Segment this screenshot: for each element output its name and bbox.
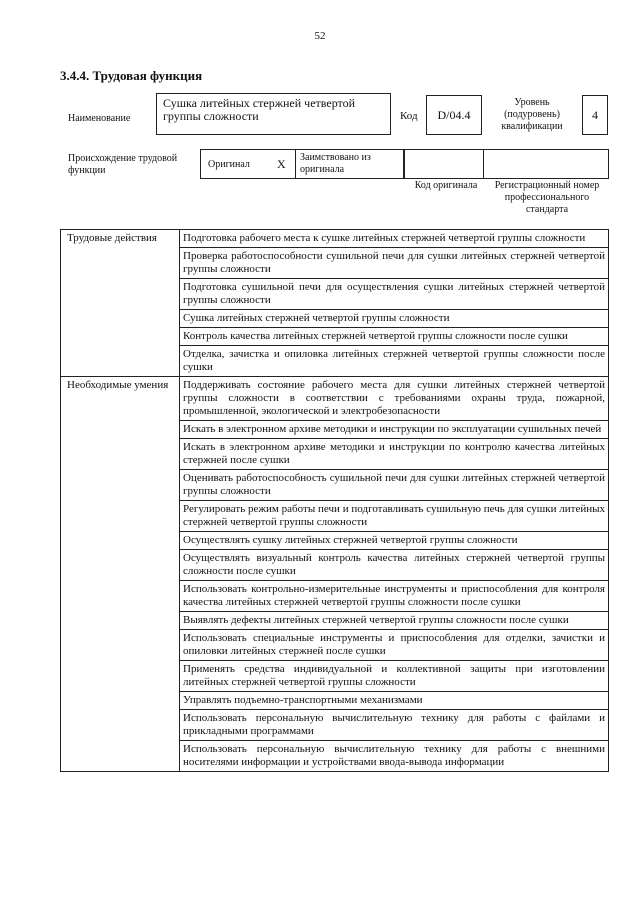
skills-category: Необходимые умения	[61, 377, 180, 772]
skills-item: Осуществлять визуальный контроль качества литейных стержней четвертой группы сложности после сушки	[180, 550, 609, 581]
code-original-caption: Код оригинала	[414, 180, 478, 191]
function-name-box: Сушка литейных стержней четвертой группы сложности	[156, 93, 391, 135]
labor-actions-item: Контроль качества литейных стержней четвертой группы сложности после сушки	[180, 328, 609, 346]
origin-label: Происхождение трудовой функции	[68, 153, 178, 176]
labor-actions-item: Сушка литейных стержней четвертой группы сложности	[180, 310, 609, 328]
skills-item: Искать в электронном архиве методики и инструкции по эксплуатации сушильных печей	[180, 421, 609, 439]
skills-item: Управлять подъемно-транспортными механизмами	[180, 692, 609, 710]
skills-item: Поддерживать состояние рабочего места для сушки литейных стержней четвертой группы сложности в соответствии с требованиями охраны труда, пожарной, промышленной, экологической и электробезопасности	[180, 377, 609, 421]
reg-number-caption: Регистрационный номер профессионального стандарта	[494, 180, 600, 215]
skills-item: Осуществлять сушку литейных стержней четвертой группы сложности	[180, 532, 609, 550]
table-row	[61, 377, 609, 421]
function-table	[60, 229, 609, 772]
name-label: Наименование	[68, 113, 131, 124]
table-row	[61, 230, 609, 248]
skills-item: Оценивать работоспособность сушильной печи для сушки литейных стержней четвертой группы сложности	[180, 470, 609, 501]
code-label: Код	[400, 110, 418, 122]
original-label: Оригинал	[208, 159, 250, 170]
skills-item: Регулировать режим работы печи и подготавливать сушильную печь для сушки литейных стержней четвертой группы сложности	[180, 501, 609, 532]
code-original-box	[404, 149, 484, 179]
skills-item: Использовать контрольно-измерительные инструменты и приспособления для контроля качества литейных стержней четвертой группы сложности после сушки	[180, 581, 609, 612]
reg-number-box	[483, 149, 609, 179]
skills-item: Применять средства индивидуальной и коллективной защиты при изготовлении литейных стержней четвертой группы сложности	[180, 661, 609, 692]
level-label: Уровень (подуровень) квалификации	[501, 97, 563, 132]
skills-item: Использовать специальные инструменты и приспособления для отделки, зачистки и опиловки литейных стержней после сушки	[180, 630, 609, 661]
page-number: 52	[314, 30, 326, 42]
skills-item: Выявлять дефекты литейных стержней четвертой группы сложности после сушки	[180, 612, 609, 630]
borrowed-box: Заимствовано из оригинала	[295, 149, 404, 179]
labor-actions-item: Подготовка рабочего места к сушке литейных стержней четвертой группы сложности	[180, 230, 609, 248]
labor-actions-item: Подготовка сушильной печи для осуществления сушки литейных стержней четвертой группы сложности	[180, 279, 609, 310]
labor-actions-item: Проверка работоспособности сушильной печи для сушки литейных стержней четвертой группы сложности	[180, 248, 609, 279]
labor-actions-category: Трудовые действия	[61, 230, 180, 377]
original-mark: X	[277, 157, 286, 171]
level-value-box: 4	[582, 95, 608, 135]
labor-actions-item: Отделка, зачистка и опиловка литейных стержней четвертой группы сложности после сушки	[180, 346, 609, 377]
section-title: 3.4.4. Трудовая функция	[60, 68, 203, 83]
original-box	[200, 149, 296, 179]
skills-item: Использовать персональную вычислительную технику для работы с внешними носителями информации и устройствами ввода-вывода информации	[180, 741, 609, 772]
skills-item: Искать в электронном архиве методики и инструкции по контролю качества литейных стержней после сушки	[180, 439, 609, 470]
code-value-box: D/04.4	[426, 95, 482, 135]
skills-item: Использовать персональную вычислительную технику для работы с файлами и прикладными программами	[180, 710, 609, 741]
